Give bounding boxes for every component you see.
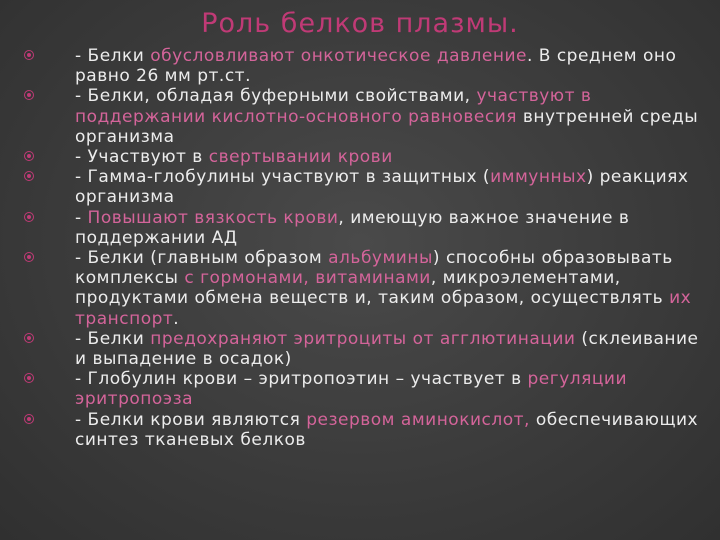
circle-dot-icon (24, 151, 34, 161)
bullet-text: - Участвуют в (75, 147, 209, 168)
bullet-item (24, 248, 706, 329)
bullet-text: внутренней среды организма (75, 106, 699, 147)
highlighted-text: с гормонами, витаминами (184, 268, 431, 289)
bullet-item (24, 167, 706, 207)
bullet-text: - (75, 207, 88, 228)
circle-dot-icon (24, 252, 34, 262)
highlighted-text: свертывании крови (208, 147, 393, 168)
bullet-item (24, 86, 706, 147)
circle-dot-icon (24, 414, 34, 424)
bullet-text: (склеивание и выпадение в осадок) (75, 328, 699, 370)
highlighted-text: Повышают вязкость крови (87, 207, 339, 228)
bullet-item (24, 208, 706, 248)
bullet-text: - Белки, обладая буферными свойствами, (75, 86, 477, 107)
highlighted-text: иммунных (490, 167, 587, 188)
bullet-item (24, 329, 706, 369)
circle-dot-icon (24, 171, 34, 181)
highlighted-text: предохраняют эритроциты от агглютинации (150, 328, 576, 349)
highlighted-text: участвуют в поддержании кислотно-основного равновесия (75, 86, 592, 127)
bullet-text: . (173, 308, 180, 329)
bullet-item (24, 410, 706, 450)
highlighted-text: альбумины (328, 248, 433, 269)
bullet-text: - Белки (главным образом (75, 248, 329, 269)
bullet-text: - Гамма-глобулины участвуют в защитных ( (75, 167, 491, 188)
bullet-text: - Белки (75, 328, 151, 349)
bullet-text: . В среднем оно равно 26 мм рт.ст. (75, 46, 677, 87)
bullet-list (24, 46, 706, 450)
circle-dot-icon (24, 90, 34, 100)
bullet-item (24, 147, 706, 167)
slide-title: Роль белков плазмы. (201, 8, 519, 39)
circle-dot-icon (24, 50, 34, 60)
circle-dot-icon (24, 333, 34, 343)
circle-dot-icon (24, 373, 34, 383)
highlighted-text: резервом аминокислот, (306, 409, 530, 430)
bullet-item (24, 369, 706, 409)
bullet-text: обеспечивающих синтез тканевых белков (75, 409, 699, 450)
bullet-text: , имеющую важное значение в поддержании АД (75, 207, 630, 248)
highlighted-text: их транспорт (75, 288, 692, 329)
bullet-text: - Глобулин крови – эритропоэтин – участвует в (75, 369, 528, 390)
bullet-item (24, 46, 706, 86)
bullet-text: - Белки крови являются (75, 409, 307, 430)
highlighted-text: регуляции эритропоэза (75, 369, 628, 410)
bullet-text: - Белки (75, 46, 151, 66)
circle-dot-icon (24, 212, 34, 222)
bullet-text: ) способны образовывать комплексы (75, 248, 673, 289)
bullet-text: ) реакциях организма (75, 167, 689, 208)
bullet-text: , микроэлементами, продуктами обмена веществ и, таким образом, осуществлять (75, 268, 670, 309)
highlighted-text: обусловливают онкотическое давление (150, 46, 527, 66)
